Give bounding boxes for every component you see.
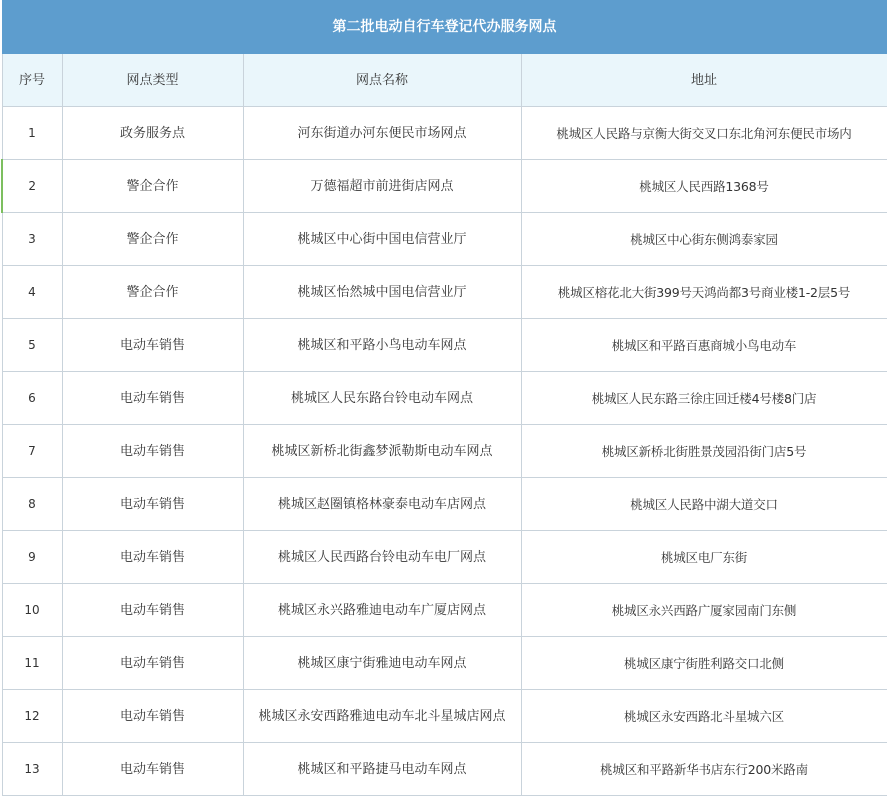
service-points-table	[1, 0, 887, 796]
table-row	[2, 637, 887, 690]
cell-address: 桃城区人民东路三徐庄回迁楼4号楼8门店	[521, 372, 887, 425]
cell-address: 桃城区人民西路1368号	[521, 160, 887, 213]
table-row	[2, 584, 887, 637]
cell-no: 1	[2, 107, 62, 160]
cell-no: 10	[2, 584, 62, 637]
table-row	[2, 319, 887, 372]
cell-name: 万德福超市前进街店网点	[243, 160, 521, 213]
cell-name: 桃城区中心街中国电信营业厅	[243, 213, 521, 266]
cell-address: 桃城区永安西路北斗星城六区	[521, 690, 887, 743]
cell-name: 桃城区永安西路雅迪电动车北斗星城店网点	[243, 690, 521, 743]
cell-address: 桃城区和平路新华书店东行200米路南	[521, 743, 887, 796]
cell-address: 桃城区人民路与京衡大街交叉口东北角河东便民市场内	[521, 107, 887, 160]
header-type: 网点类型	[62, 54, 243, 107]
table-row	[2, 213, 887, 266]
table-header-row	[2, 54, 887, 107]
cell-no: 5	[2, 319, 62, 372]
cell-address: 桃城区永兴西路广厦家园南门东侧	[521, 584, 887, 637]
cell-address: 桃城区中心街东侧鸿泰家园	[521, 213, 887, 266]
cell-address: 桃城区人民路中湖大道交口	[521, 478, 887, 531]
cell-address: 桃城区康宁街胜利路交口北侧	[521, 637, 887, 690]
cell-name: 桃城区永兴路雅迪电动车广厦店网点	[243, 584, 521, 637]
table-row	[2, 372, 887, 425]
cell-name: 桃城区人民东路台铃电动车网点	[243, 372, 521, 425]
header-address: 地址	[521, 54, 887, 107]
cell-type: 电动车销售	[62, 425, 243, 478]
header-no: 序号	[2, 54, 62, 107]
table-row	[2, 531, 887, 584]
cell-name: 河东街道办河东便民市场网点	[243, 107, 521, 160]
cell-no: 11	[2, 637, 62, 690]
table-row	[2, 266, 887, 319]
cell-no: 3	[2, 213, 62, 266]
cell-type: 电动车销售	[62, 690, 243, 743]
header-name: 网点名称	[243, 54, 521, 107]
cell-name: 桃城区康宁街雅迪电动车网点	[243, 637, 521, 690]
cell-type: 电动车销售	[62, 637, 243, 690]
cell-no: 4	[2, 266, 62, 319]
cell-type: 警企合作	[62, 160, 243, 213]
cell-type: 电动车销售	[62, 743, 243, 796]
cell-no: 6	[2, 372, 62, 425]
cell-name: 桃城区新桥北街鑫梦派勒斯电动车网点	[243, 425, 521, 478]
cell-no: 7	[2, 425, 62, 478]
cell-type: 电动车销售	[62, 531, 243, 584]
cell-name: 桃城区人民西路台铃电动车电厂网点	[243, 531, 521, 584]
table-row	[2, 690, 887, 743]
cell-address: 桃城区新桥北街胜景茂园沿街门店5号	[521, 425, 887, 478]
cell-type: 警企合作	[62, 266, 243, 319]
table-title: 第二批电动自行车登记代办服务网点	[2, 1, 887, 54]
cell-no: 12	[2, 690, 62, 743]
cell-no: 13	[2, 743, 62, 796]
table-row	[2, 107, 887, 160]
cell-type: 政务服务点	[62, 107, 243, 160]
cell-type: 警企合作	[62, 213, 243, 266]
cell-name: 桃城区和平路捷马电动车网点	[243, 743, 521, 796]
cell-address: 桃城区和平路百惠商城小鸟电动车	[521, 319, 887, 372]
cell-name: 桃城区赵圈镇格林豪泰电动车店网点	[243, 478, 521, 531]
table-title-row	[2, 1, 887, 54]
cell-type: 电动车销售	[62, 478, 243, 531]
cell-name: 桃城区怡然城中国电信营业厅	[243, 266, 521, 319]
table-row	[2, 425, 887, 478]
table-row	[2, 160, 887, 213]
cell-type: 电动车销售	[62, 319, 243, 372]
table-row	[2, 478, 887, 531]
cell-address: 桃城区电厂东街	[521, 531, 887, 584]
cell-no: 8	[2, 478, 62, 531]
cell-type: 电动车销售	[62, 372, 243, 425]
cell-type: 电动车销售	[62, 584, 243, 637]
cell-no: 9	[2, 531, 62, 584]
cell-address: 桃城区榕花北大街399号天鸿尚都3号商业楼1-2层5号	[521, 266, 887, 319]
cell-no: 2	[2, 160, 62, 213]
cell-name: 桃城区和平路小鸟电动车网点	[243, 319, 521, 372]
table-row	[2, 743, 887, 796]
